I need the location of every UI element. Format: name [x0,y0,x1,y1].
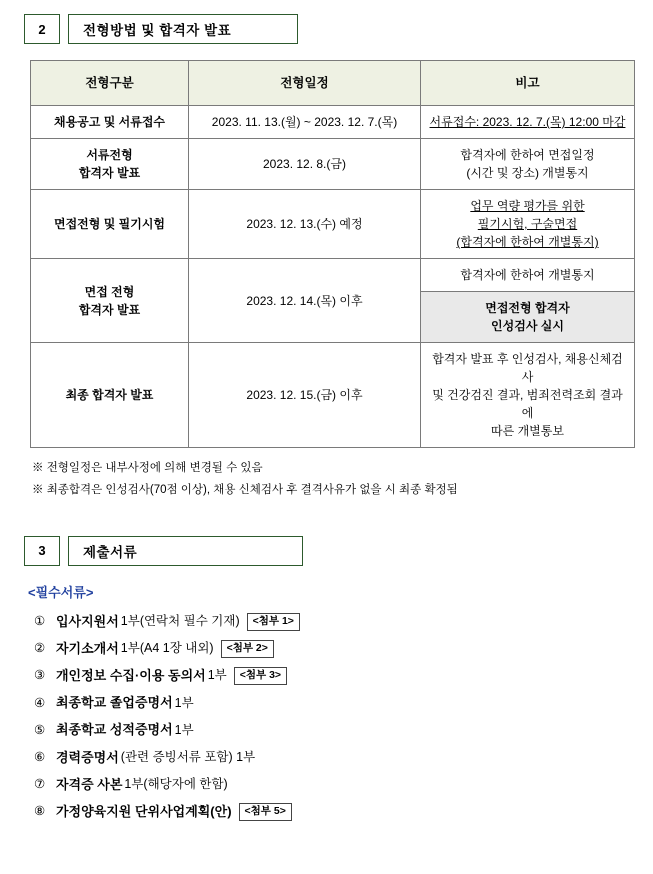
document-name: 개인정보 수집·이용 동의서 [56,668,206,684]
note-line: 면접전형 합격자 [485,301,570,315]
row-date: 2023. 11. 13.(월) ~ 2023. 12. 7.(목) [189,106,421,139]
document-detail: 1부 [174,695,194,710]
row-date: 2023. 12. 15.(금) 이후 [189,343,421,448]
attachment-badge: <첨부 5> [239,803,292,821]
row-label: 면접전형 및 필기시험 [31,190,189,259]
column-header-type: 전형구분 [31,61,189,106]
table-row [31,106,635,139]
section-3-header [24,536,629,566]
list-item [34,667,629,685]
section-2-title: 전형방법 및 합격자 발표 [68,14,298,44]
document-detail: 1부(연락처 필수 기재) [120,614,240,629]
row-date: 2023. 12. 14.(목) 이후 [189,259,421,343]
required-documents-list [24,613,629,822]
note-line: 필기시험, 구술면접 [477,217,578,231]
row-label [31,139,189,190]
section-2-number: 2 [24,14,60,44]
table-row [31,139,635,190]
list-marker: ② [34,641,46,656]
list-marker: ③ [34,668,46,683]
column-header-note: 비고 [421,61,635,106]
table-header-row [31,61,635,106]
section-3-title: 제출서류 [68,536,303,566]
note-line: 합격자 발표 후 인성검사, 채용신체검사 [432,352,623,384]
document-detail: (관련 증빙서류 포함) 1부 [120,749,256,764]
list-item [34,803,629,821]
document-name: 가정양육지원 단위사업계획(안) [56,804,232,819]
table-row [31,190,635,259]
document-detail: 1부 [174,722,194,737]
list-item [34,694,629,712]
schedule-table [30,60,635,448]
note-line: 따른 개별통보 [491,424,564,438]
note-line: 서류접수: 2023. 12. 7.(목) 12:00 마감 [429,115,626,129]
table-row [31,343,635,448]
attachment-badge: <첨부 2> [221,640,274,658]
list-marker: ⑦ [34,777,46,792]
required-documents-title: <필수서류> [28,584,94,600]
list-item [34,749,629,767]
attachment-badge: <첨부 1> [247,613,300,631]
footnote-item: ※ 최종합격은 인성검사(70점 이상), 채용 신체검사 후 결격사유가 없을 시 최종 확정됨 [32,483,458,496]
list-marker: ④ [34,695,46,710]
note-line: 합격자에 한하여 면접일정 [460,148,595,162]
note-line: 업무 역량 평가를 위한 [470,199,585,213]
row-label-line: 합격자 발표 [78,166,141,180]
list-item [34,721,629,739]
list-marker: ⑥ [34,749,46,764]
list-item [34,640,629,658]
document-name: 자기소개서 [56,640,119,656]
section-3-number: 3 [24,536,60,566]
document-name: 입사지원서 [56,613,119,629]
note-line: (시간 및 장소) 개별통지 [466,166,589,180]
footnotes [32,458,629,502]
document-name: 최종학교 성적증명서 [56,722,173,738]
table-row [31,259,635,292]
row-note [421,106,635,139]
row-note [421,259,635,292]
attachment-badge: <첨부 3> [234,667,287,685]
row-note-highlight [421,292,635,343]
row-date: 2023. 12. 8.(금) [189,139,421,190]
row-date: 2023. 12. 13.(수) 예정 [189,190,421,259]
document-name: 최종학교 졸업증명서 [56,695,173,711]
list-item [34,776,629,794]
row-note [421,343,635,448]
row-label-line: 합격자 발표 [78,302,141,317]
note-line: (합격자에 한하여 개별통지) [456,235,599,249]
row-label: 채용공고 및 서류접수 [31,106,189,139]
note-line: 및 건강검진 결과, 범죄전력조회 결과에 [432,388,623,420]
list-marker: ⑤ [34,722,46,737]
document-detail: 1부 [207,668,227,683]
row-label-line: 면접 전형 [84,284,135,299]
list-item [34,613,629,631]
row-note [421,139,635,190]
list-marker: ⑧ [34,804,46,819]
row-note [421,190,635,259]
column-header-schedule: 전형일정 [189,61,421,106]
row-label [31,259,189,343]
list-marker: ① [34,614,46,629]
note-line: 인성검사 실시 [491,319,564,333]
document-detail: 1부(해당자에 한함) [124,777,228,792]
document-name: 경력증명서 [56,749,119,765]
note-line: 합격자에 한하여 개별통지 [460,268,595,282]
row-label: 최종 합격자 발표 [31,343,189,448]
row-label-line: 서류전형 [86,148,133,162]
document-detail: 1부(A4 1장 내외) [120,641,214,656]
section-3 [24,536,629,822]
section-2-header [24,14,629,44]
document-name: 자격증 사본 [56,776,123,792]
footnote-item: ※ 전형일정은 내부사정에 의해 변경될 수 있음 [32,462,263,474]
